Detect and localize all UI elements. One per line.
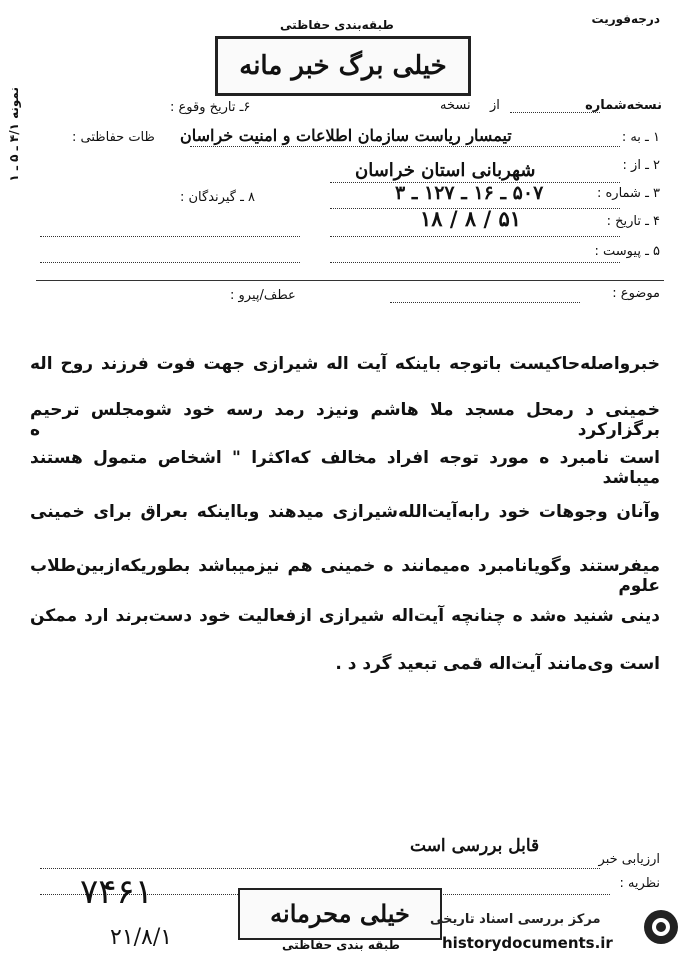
date-event-label: ۶ـ تاریخ وقوع : [170,100,251,115]
classification-label: طبقه‌بندی حفاظتی [280,18,394,32]
top-stamp-text: خیلی برگ خبر مانه [239,51,447,81]
watermark-url: historydocuments.ir [442,934,613,952]
body-line-4: وآنان وجوهات خود رابه‌آیت‌الله‌شیرازی میدهند وبااینکه بعراق برای خمینی [30,502,660,522]
body-line-3: است نامبرد ه مورد توجه افراد مخالف که‌اکثرا " اشخاص متمول هستند میباشد [30,448,660,488]
copy-number-label: نسخه‌شماره [585,98,662,113]
body-line-5: میفرستند وگویانامبرد ه‌میمانند ه خمینی هم نیزمیباشد بطوریکه‌ازبین‌طلاب علوم [30,556,660,596]
recipients-dots-1 [40,236,300,237]
bottom-classification-label: طبقه بندی حفاظتی [282,938,400,952]
watermark-logo-icon [644,910,678,944]
side-reference [4,87,24,230]
evaluation-value: قابل بررسی است [410,836,540,856]
attach-dots [330,262,620,263]
from-num-label: ۲ ـ از : [622,158,660,173]
date-value: ۵۱ / ۸ / ۱۸ [420,206,521,231]
subject-dots [390,302,580,303]
date-dots [330,236,620,237]
recipients-label: ۸ ـ گیرندگان : [180,190,255,205]
body-line-7: است وی‌مانند آیت‌اله قمی تبعید گرد د . [335,654,660,674]
handwritten-date: ۲۱/۸/۱ [110,925,173,950]
bottom-stamp-text: خیلی محرمانه [270,899,410,928]
handwritten-number: ۷۴۶۱ [80,872,154,912]
body-line-6: دینی شنید ه‌شد ه چنانچه آیت‌اله شیرازی ازفعالیت خود دست‌برند ارد ممکن [30,606,660,626]
body-line-2: خمینی د رمحل مسجد ملا هاشم ونیزد رمد رسه خود شومجلس ترحیم برگزارکرد ه [30,400,660,440]
follow-label: عطف/پیرو : [230,288,296,303]
from-value: شهربانی استان خراسان [355,160,536,181]
to-dots [190,146,620,147]
attach-label: ۵ ـ پیوست : [594,244,660,259]
number-value: ۵۰۷ ـ ۱۶ ـ ۱۲۷ ـ ۳ [395,182,544,204]
top-classification-stamp [215,36,471,96]
to-label: ۱ ـ به : [621,130,660,145]
body-line-1: خبرواصله‌حاکیست باتوجه باینکه آیت اله شیرازی جهت فوت فرزند روح اله [30,354,660,374]
evaluation-dots [40,868,600,869]
from-small-label: از [490,98,500,113]
subject-label: موضوع : [612,286,660,301]
watermark-text: مرکز بررسی اسناد تاریخی [430,912,601,927]
header-divider [36,280,664,281]
evaluation-label: ارزیابی خبر [598,852,660,867]
to-value: تیمسار ریاست سازمان اطلاعات و امنیت خراسان [180,126,512,145]
bottom-classification-stamp [238,888,442,940]
copy2-label: نسخه [440,98,471,113]
opinion-label: نظریه : [619,876,660,891]
date-label: ۴ ـ تاریخ : [606,214,660,229]
urgency-label: درجه‌فوریت [591,12,660,26]
number-label: ۳ ـ شماره : [596,186,660,201]
watermark-logo-core-icon [656,922,666,932]
recipients-dots-2 [40,262,300,263]
to-suffix: ظات حفاظتی : [72,130,155,145]
copy-number-dots [510,112,600,113]
side-reference-text: نمونه ۴/۱ ـ ۵ ـ ۱ [7,87,21,182]
